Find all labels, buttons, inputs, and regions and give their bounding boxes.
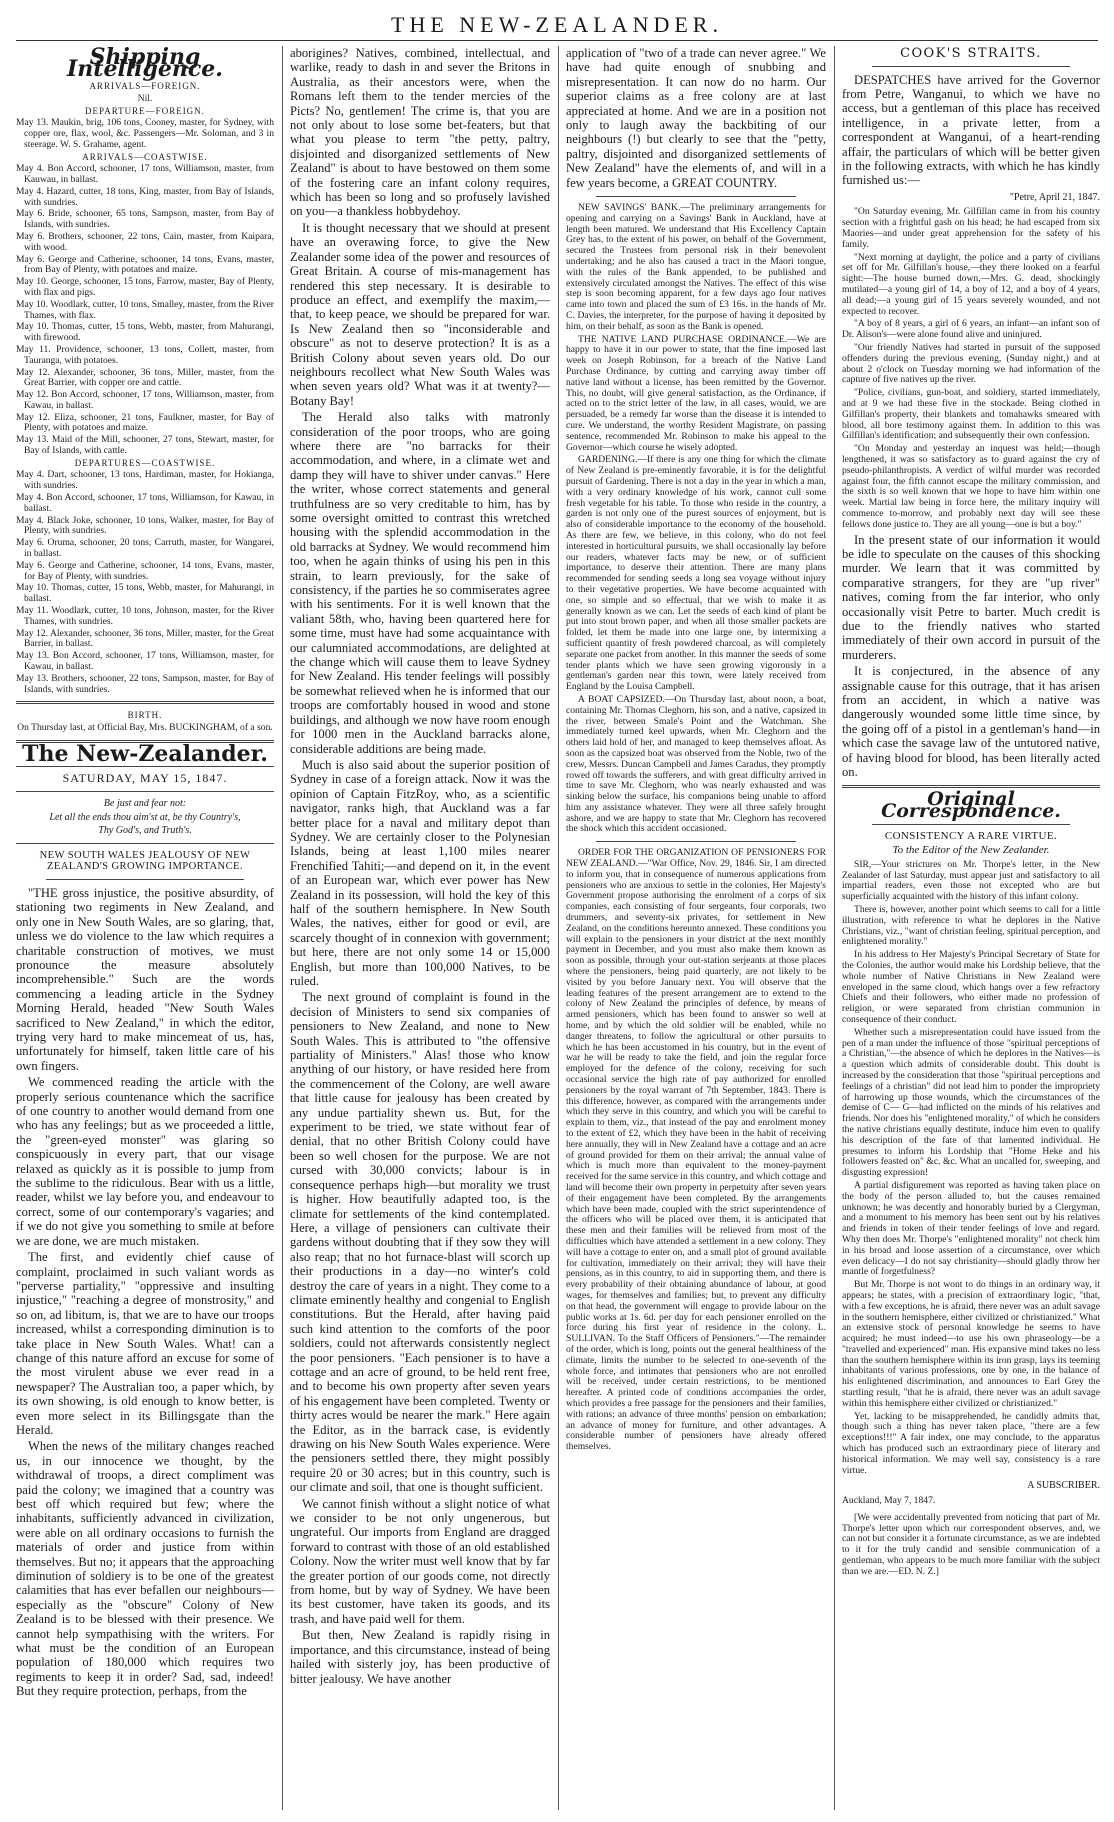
motto-line: Let all the ends thou aim'st at, be thy Country's, [49, 811, 241, 823]
shipping-intelligence-heading: Shipping Intelligence. [67, 46, 223, 82]
article-paragraph: When the news of the military changes reached us, in our innocence we thought, by the withdrawal of troops, a direct compliment was paid the colony; we imagined that a country was best off which required but few; where the inhabitants, sufficiently advanced in civilization, were able on all ordinary occasions to furnish the materials of order and justice from within themselves. But no; it appears that the approaching diminution of soldiery is to be one of the greatest calamities that has ever befallen our neighbours—especially as the "obscure" Colony of New Zealand is to be blessed with their presence. We cannot help sympathising with the writers. For what must be the condition of an European population of 180,000 which requires two regiments to keep it in order? Sad, sad, indeed! But they require protection, perhaps, from the [16, 1439, 274, 1699]
article-paragraph: The Herald also talks with matronly consideration of the poor troops, who are going where there are "no barracks for their accommodation, and where, in a climate wet and damp they will have to shiver under canvas." Here the writer, whose correct statements and general truthfulness are so very creditable to him, has by some oversight omitted to contrast this wretched housing with the splendid accommodation in the old barracks at Sydney. We would recommend him too, when he again thinks of using his pen in this strain, to learn previously, for the sake of consistency, if the parties he so commiserates agree with his sentiments. For it is well known that the valiant 58th, who, having been quartered here for some time, must have had some acquaintance with our calumniated accommodations, are delighted at the change which will cause them to leave Sydney for New Zealand. His tender feelings will possibly be somewhat relieved when he is informed that our troops are comfortably housed in wood and stone buildings, and although we now have room enough for 1000 men in the Auckland barracks alone, considerable additions are being made. [290, 410, 550, 756]
article-paragraph: Much is also said about the superior position of Sydney in case of a foreign attack. Now it was the opinion of Captain FitzRoy, who, as a scientific navigator, ranks high, that Auckland was a far better place for a naval and military depot than Sydney. We are certainly closer to the Polynesian Islands, being at least 1,100 miles nearer Frenchified Tahiti;—and depend on it, in the event of an European war, which ever power has New Zealand in its possession, will hold the key of this half of the southern hemisphere. In New South Wales, the natives, either for good or evil, are scarcely thought of in connexion with government; but here, there are not only some 14 or 15,000 English, but more than 100,000 Natives, to be ruled. [290, 757, 550, 988]
news-item-pensioners-order: ORDER FOR THE ORGANIZATION OF PENSIONERS FOR NEW ZEALAND.—"War Office, Nov. 29, 1846. Sir, I am directed to inform you, that in consequence of numerous applications from pensioners who are anxious to settle in the colonies, Her Majesty's Government propose authorising the enrolment of a corps of six companies, each consisting of four sergeants, four corporals, two drummers, and seventy-six privates, for settlement in New Zealand, on the conditions hereunto annexed. These conditions you will explain to the pensioners in your district at the next monthly payment in December, and you must also make them known as soon as possible, through your out-station serjeants at those places where the pensioners, being paid quarterly, are not likely to be visited by you before January next. You will observe that the leading features of the present arrangement are to extend to the colony of New Zealand the principles of defence, by means of armed pensioners, which has been found to answer so well at home, and by which the old soldier will be enabled, while no danger threatens, to follow the agricultural or other pursuits to which he has been accustomed in his country, but in the event of war he will be ready to take the field, and join the regular force employed for the defence of the colony, receiving for such occasional service the high rate of pay authorized for enrolled pensioners by the royal warrant of 7th September, 1843. There is this difference, however, as compared with the arrangements under which they serve in this country, and which you will be careful to explain to them, viz., that instead of the pay and enrolment money to the extent of £2, which they have been in the habit of receiving here annually, they will in New Zealand have a cottage and an acre of ground provided for them on their arrival; the annual value of which is much more than equivalent to the money-payment received for the same service in this country, and which cottage and land will become their own property in perpetuity after seven years of their engagement have been completed. By the arrangements which have been made, coupled with the strict superintendence of the officers who will be placed over them, it is anticipated that these men and their families will be relieved from most of the difficulties which have attended a settlement in a new colony. They will have a cottage to enter on, and a small plot of ground available for cultivation, immediately on their arrival; they will have their pensions, as in this country, to aid in supporting them, and there is every probability of their obtaining abundance of labour, at good wages, for themselves and families; but, to prevent any difficulty on that head, the government will engage to provide labour on the public works at 1s. 6d. per day for each pensioner enrolled on the force during his first year of residence in the colony. L. SULLIVAN. To the Staff Officers of Pensioners."—The remainder of the order, which is long, points out the general healthiness of the climate, limits the number to be selected to one-seventh of the whole force, and intimates that pensioners who are not enrolled will be received, under certain restrictions, to be mentioned hereafter. A printed code of conditions accompanies the order, which provides a free passage for the pensioners and their families, with rations; an advance of three months' pension on embarkation; an advance of money for furniture, and other advantages. A considerable number of pensioners have already offered themselves. [566, 847, 826, 1453]
departure-entry: May 6. George and Catherine, schooner, 14 tons, Evans, master, for Bay of Plenty, with sundries. [16, 559, 274, 582]
arrival-entry: May 10. Thomas, cutter, 15 tons, Webb, master, from Mahurangi, with firewood. [16, 321, 274, 344]
departure-entry: May 4. Bon Accord, schooner, 17 tons, Williamson, for Kawau, in ballast. [16, 492, 274, 514]
masthead [0, 0, 1114, 42]
article-paragraph: In the present state of our information it would be idle to speculate on the causes of this shocking murder. We learn that it was committed by comparative strangers, for they are "up river" natives, coming from the far interior, who only occasionally visit Petre to barter. Much credit is due to the friendly natives who started immediately of their own accord in pursuit of the murderers. [842, 532, 1100, 662]
column-1 [16, 46, 274, 1810]
departure-entry: May 13. Brothers, schooner, 22 tons, Sampson, master, for Bay of Islands, with sundries. [16, 672, 274, 695]
article-paragraph: We commenced reading the article with the properly serious countenance which the sacrifice of one country to another would demand from one who has any feelings; but as we proceeded a little, the "green-eyed monster" was glaring so conspicuously in every part, that our visage relaxed as quickly as it is possible to jump from the sublime to the ridiculous. Bear with us a little, reader, whilst we lay before you, and endeavour to correct, some of our contemporary's vagaries; and if we do not give you something to smile at before we are done, we are much mistaken. [16, 1075, 274, 1248]
date-rule [16, 791, 274, 792]
news-item-savings-bank: NEW SAVINGS' BANK.—The preliminary arrangements for opening and carrying on a Savings' Bank in Auckland, have at length been matured. We understand that His Excellency Captain Grey has, to the extent of his power, on behalf of the Government, secured the Trustees from personal risk in their benevolent undertaking; and he also has caused a tract in the Maori tongue, with the rules of the Bank appended, to be published and extensively circulated amongst the Natives. The effect of this wise step is soon becoming apparent, for a few days ago four natives came into town and placed the sum of £3 16s. in the hands of Mr. C. Davies, the interpreter, for the purpose of having it deposited by him, on their behalf, as soon as the Bank is opened. [566, 202, 826, 332]
motto-line: Thy God's, and Truth's. [98, 825, 192, 837]
departure-entry: May 6. Oruma, schooner, 20 tons, Carruth, master, for Wangarei, in ballast. [16, 537, 274, 560]
arrival-entry: May 12. Eliza, schooner, 21 tons, Faulkner, master, for Bay of Plenty, with potatoes and maize. [16, 411, 274, 434]
article-paragraph: It is conjectured, in the absence of any assignable cause for this outrage, that it has arisen from an accident, in which a native was dangerously wounded some little time since, by the going off of a pistol in a gentleman's hand—in which case the savage law of the untutored native, of having blood for blood, has been literally acted on. [842, 664, 1100, 780]
arrivals-foreign-heading: ARRIVALS—FOREIGN. [89, 81, 201, 92]
section-rule [16, 701, 274, 704]
departure-entry: May 12. Alexander, schooner, 36 tons, Miller, master, for the Great Barrier, in ballast. [16, 627, 274, 650]
article-paragraph: It is thought necessary that we should at present have an overawing force, to give the New Zealander some idea of the power and resources of Great Britain. A course of mis-management has rendered this step necessary. It is desirable to produce an effect, and exemplify the maxim,—that, to keep peace, we should be prepared for war. Is New Zealand then so "inconsiderable and obscure" as not to deserve protection? It is as a British Colony about seven years old. Do our neighbours recollect what New South Wales was when seven years old? What was it at twenty?—Botany Bay! [290, 220, 550, 408]
departure-foreign-entry: May 13. Maukin, brig, 106 tons, Cooney, master, for Sydney, with copper ore, flax, wool, &c. Passengers—Mr. Soloman, and 3 in steerage. W. S. Grahame, agent. [16, 117, 274, 150]
letter-extract: "A boy of 8 years, a girl of 6 years, an infant—an infant son of Dr. Alison's—were alone found alive and uninjured. [842, 318, 1100, 341]
column-divider [834, 46, 835, 1810]
masthead-rule [16, 40, 1098, 41]
news-item-gardening: GARDENING.—If there is any one thing for which the climate of New Zealand is pre-eminently favorable, it is for the delightful pursuit of Gardening. There is not a day in the year in which a man, with a very ordinary knowledge of his work, cannot cull some fresh vegetable for his table. To those who reside in the country, a garden is not only one of the purest sources of enjoyment, but is also of considerable importance to the economy of the household. As there are few, we believe, in this colony, who do not feel interested in horticultural pursuits, we shall occasionally lay before our readers, whatever facts may be new, or of sufficient importance, to deserve their attention. There are many plans recommended for sending seeds a long sea voyage without injury to their vegetative properties. We have become acquainted with one, so simple and so effectual, that we wish to make it as generally known as we can. Let the seeds of each kind of plant be put into stout brown paper, and when all those smaller packets are folded, let them be made into one large one, by intermixing a sufficient quantity of fresh powdered charcoal, as will completely separate one packet from another. In this manner the seeds of some tender plants which we have seen growing vigorously in a gentleman's garden near this town, were lately received from England by the Louisa Campbell. [566, 454, 826, 693]
departure-entry: May 13. Bon Accord, schooner, 17 tons, Williamson, master, for Kawau, in ballast. [16, 650, 274, 673]
heading-rule [872, 66, 1070, 67]
letter-extract: "On Monday and yesterday an inquest was held;—though lengthened, it was so satisfactory as to guard against the cry of pseudo-philanthropists. A verdict of wilful murder was recorded against four, the fifth cannot escape the military commission, and the sixth is so well known that we hope to have him within one week. Martial law being in force here, the military inquiry will commence to-morrow, and probably next day will see these fellows done justice to. They are all young—one is but a boy." [842, 443, 1100, 530]
article-paragraph: The next ground of complaint is found in the decision of Ministers to send six companies of pensioners to New Zealand, and none to New South Wales. This is attributed to "the offensive partiality of Ministers." Alas! those who know anything of our history, or have resided here from the commencement of the Colony, are well aware that little cause for jealousy has been created by any undue partiality shewn us. But, for the experiment to be tried, we state without fear of denial, that no other British Colony could have been so well chosen for the purpose. We are not cursed with 30,000 convicts; labour is in consequence perhaps high—but morality we trust is higher. How beautifully adapted too, is the climate for settlements of the kind contemplated. Here, a village of pensioners can cultivate their gardens without doubting that if they sow they will also reap; that no hot furnace-blast will scorch up their productions in a day—no winter's cold destroy the care of years in a night. They come to a climate eminently healthy and congenial to English constitutions. But the Herald, after having paid such kind attention to the comforts of the poor soldiers, could not afterwards consistently neglect the poor pensioners. "Each pensioner is to have a cottage and an acre of ground, to be held rent free, and to become his own property after seven years of his engagement have been completed. Twenty or thirty acres would be nearer the mark." Here again the Editor, as in the barrack case, is evidently drawing on his New South Wales experience. Were the pensioners settled there, they might possibly require 20 or 30 acres; but in this country, such is our climate and soil, that one is thought sufficient. [290, 990, 550, 1495]
headline-rule [46, 879, 244, 880]
column-4 [842, 46, 1100, 1810]
arrivals-foreign-nil: Nil. [137, 92, 153, 104]
column-2 [290, 46, 550, 1810]
arrival-entry: May 10. George, schooner, 15 tons, Farrow, master, Bay of Plenty, with flax and pigs. [16, 276, 274, 298]
arrival-entry: May 6. Bride, schooner, 65 tons, Sampson, master, from Bay of Islands, with sundries. [16, 208, 274, 231]
arrival-entry: May 4. Bon Accord, schooner, 17 tons, Williamson, master, from Kauwau, in ballast. [16, 163, 274, 185]
letter-extract: "Police, civilians, gun-boat, and soldiery, started immediately, and at 9 we had these five in the stockade. Being clothed in Gilfillan's property, their blankets and tomahawks smeared with blood, all bore testimony against them. In addition to this was Gilfillan's identification; and subsequently their own confession. [842, 387, 1100, 442]
section-rule [596, 196, 796, 197]
letter-extract: "Next morning at daylight, the police and a party of civilians set off for Mr. Gilfillan's house,—they there looked on a fearful sight:—The house burned down,—Mrs. G. dead, shockingly mutilated—a young girl of 14, a boy of 12, and a boy of 4 years, all dead;—a young girl of 15 years severely wounded, and not expected to recover. [842, 251, 1100, 317]
letter-paragraph: Whether such a misrepresentation could have issued from the pen of a man under the influence of those "spiritual perceptions of a Christian,"—the absence of which he deplores in the Natives—is a question which admits of considerable doubt. This doubt is increased by the consideration that those "spiritual perceptions and feelings of a christian" did not lead him to ponder the impropriety of harrowing up those wounds, which the circumstances of the demise of C— G—had inflicted on the minds of his relatives and friends. Nor does his "enlightened morality," of which he considers the native christians equally destitute, induce him even to qualify his description of the fate of that lamented individual. He presumes to inform his Lordship that "Home Heke and his followers feasted on" &c. &c. What an uncalled for, sweeping, and disgusting expression! [842, 1026, 1100, 1179]
birth-notice: On Thursday last, at Official Bay, Mrs. BUCKINGHAM, of a son. [17, 722, 273, 733]
newspaper-title: The New-Zealander. [22, 740, 268, 767]
arrival-entry: May 6. George and Catherine, schooner, 14 tons, Evans, master, from Bay of Plenty, with potatoes and maize. [16, 253, 274, 276]
letter-paragraph: But Mr. Thorpe is not wont to do things in an ordinary way, it appears; he states, with a precision of extraordinary logic, "that, with a few exceptions, he is afraid, there never was an adult savage in the southern hemisphere, either civilized or christianized." What an extensive stock of personal knowledge he seems to have acquired; he must indeed—to use his own phraseology—be a "travelled and experienced" man. His expansive mind takes no less than the southern hemisphere within its iron grasp, lays its teeming inhabitants of various professions, one by one, in the balance of his enlightened discrimination, and announces to Earl Grey the startling result, "that he is afraid, there never was an adult savage within this hemisphere either civilized or christianized." [842, 1279, 1100, 1409]
arrival-entry: May 4. Hazard, cutter, 18 tons, King, master, from Bay of Islands, with sundries. [16, 185, 274, 208]
arrivals-coastwise-heading: ARRIVALS—COASTWISE. [82, 151, 208, 162]
issue-date: SATURDAY, MAY 15, 1847. [62, 771, 228, 786]
departure-entry: May 11. Woodlark, cutter, 10 tons, Johnson, master, for the River Thames, with sundries. [16, 605, 274, 627]
letter-extract: "On Saturday evening, Mr. Gilfillan came in from his country section with a frightful gash on his head; he had escaped from six Maories—and under great apprehension for the safety of his family. [842, 206, 1100, 250]
article-headline: NEW SOUTH WALES JEALOUSY OF NEW ZEALAND'S GROWING IMPORTANCE. [39, 849, 251, 873]
column-divider [282, 46, 283, 1810]
article-paragraph: "THE gross injustice, the positive absurdity, of stationing two regiments in New Zealand, and only one in New South Wales, are so glaring, that, unless we do violence to the law which requires a charitable construction of motives, we must pronounce the measure absolutely incomprehensible." Such are the words commencing a leading article in the Sydney Morning Herald, headed "New South Wales sacrificed to New Zealand," in which the editor, trying very hard to make mincemeat of us, has, unfortunately for himself, taken little care of his own fingers. [16, 885, 274, 1073]
letter-paragraph: There is, however, another point which seems to call for a little illustration, with reference to what he deplores in the Native Christians, viz., "want of christian feeling, spiritual perception, and enlightened morality." [842, 904, 1100, 948]
news-item-boat-capsized: A BOAT CAPSIZED.—On Thursday last, about noon, a boat, containing Mr. Thomas Cleghorn, his son, and a native, capsized in the river, between Smale's Point and the Watchman. She immediately turned keel upwards, when Mr. Cleghorn and the others laid hold of her, and managed to keep themselves afloat. As soon as the capsized boat was observed from the Noble, two of the crew, Messrs. Duncan Campbell and James Caradus, they promptly rowed off towards the sufferers, and with great difficulty arrived in time to save Mr. Cleghorn, who was nearly exhausted and was sinking below the surface, his companions being unable to afford him any assistance whatever. They were all three safely brought ashore, and we are happy to state that Mr. Cleghorn has recovered the shock which this accident occasioned. [566, 693, 826, 835]
letter-dateline: "Petre, April 21, 1847. [1009, 191, 1100, 203]
birth-heading: BIRTH. [127, 710, 163, 721]
article-paragraph: We cannot finish without a slight notice of what we consider to be not only ungenerous, but ungrateful. Our imports from England are dragged forward to contrast with those of an old established Colony. Now the writer must well know that by far the greater portion of our goods come, not directly from home, but by way of Sydney. We have been its best customer, have taken its goods, and its trash, and have paid well for them. [290, 1496, 550, 1626]
departure-entry: May 4. Dart, schooner, 13 tons, Hardiman, master, for Hokianga, with sundries. [16, 469, 274, 492]
arrival-entry: May 12. Bon Accord, schooner, 17 tons, Williamson, master, from Kawau, in ballast. [16, 389, 274, 411]
letter-paragraph: SIR,—Your strictures on Mr. Thorpe's letter, in the New Zealander of last Saturday, must appear just and satisfactory to all impartial readers, even those not excepted who are but superficially acquainted with the history of this infant colony. [842, 858, 1100, 903]
departure-entry: May 10. Thomas, cutter, 15 tons, Webb, master, for Mahurangi, in ballast. [16, 582, 274, 605]
departure-foreign-heading: DEPARTURE—FOREIGN. [85, 105, 205, 116]
original-correspondence-heading: Original Correspondence. [881, 788, 1061, 823]
arrival-entry: May 12. Alexander, schooner, 36 tons, Miller, master, from the Great Barrier, with copper ore and cattle. [16, 366, 274, 389]
letter-paragraph: In his address to Her Majesty's Principal Secretary of State for the Colonies, the author would make his Lordship believe, that the whole number of Native Christians in New Zealand were enveloped in the same cloud, which hangs over a few refractory Chiefs and their followers, who either made no profession of religion, or were separated from christian communion in consequence of their conduct. [842, 949, 1100, 1025]
article-paragraph: application of "two of a trade can never agree." We have had quite enough of snubbing and misrepresentation. It can now do no harm. Our superior claims as a free colony are at last appreciated at home. And we are in a position not only to laugh away the backbiting of our neighbours (!) but clearly to see that the "petty, paltry, disjointed and disorganized settlements of New Zealand" have the elements of, and will in a few years become, a GREAT COUNTRY. [566, 46, 826, 190]
arrival-entry: May 10. Woodlark, cutter, 10 tons, Smalley, master, from the River Thames, with flax. [16, 298, 274, 321]
arrival-entry: May 13. Maid of the Mill, schooner, 27 tons, Stewart, master, for Bay of Islands, with cattle. [16, 434, 274, 457]
letter-salutation: To the Editor of the New Zealander. [892, 844, 1050, 857]
departures-coastwise-heading: DEPARTURES—COASTWISE. [74, 457, 216, 468]
arrival-entry: May 11. Providence, schooner, 13 tons, Collett, master, from Tauranga, with potatoes. [16, 343, 274, 366]
letter-title: CONSISTENCY A RARE VIRTUE. [884, 829, 1058, 842]
article-paragraph: aborigines? Natives, combined, intellectual, and warlike, ready to dash in and sever the Britons in Australia, as their ancestors were, when the Romans left them to the tender mercies of the Picts? No, gentlemen! The crime is, that you are not only about to lose some bet-featers, but that what you please to term "the petty, paltry, disjointed and disorganized settlements of New Zealand" is about to have bestowed on them some of the fostering care an infant colony requires, which has been so long and so profusely lavished on you—a thankless hobbydehoy. [290, 46, 550, 219]
letter-extract: "Our friendly Natives had started in pursuit of the supposed offenders during the previous evening, (Sunday night,) and at about 2 o'clock on Tuesday morning we had information of the capture of five natives up the river. [842, 342, 1100, 386]
departure-entry: May 4. Black Joke, schooner, 10 tons, Walker, master, for Bay of Plenty, with sundries. [16, 514, 274, 537]
column-3 [566, 46, 826, 1810]
motto-rule [16, 843, 274, 844]
article-paragraph: DESPATCHES have arrived for the Governor from Petre, Wanganui, to which we have no access, but a gentleman of this place has received intelligence, in a private letter, from a correspondent at Wanganui, of a heart-rending affair, the particulars of which will be better given in the following extracts, with which he has kindly furnished us:— [842, 72, 1100, 188]
newspaper-masthead-title: THE NEW-ZEALANDER. [391, 12, 723, 37]
motto-line: Be just and fear not: [103, 797, 187, 809]
news-item-land-ordinance: THE NATIVE LAND PURCHASE ORDINANCE.—We are happy to have it in our power to state, that the fine imposed last week on Joseph Robinson, for a breach of the Native Land Purchase Ordinance, by cutting and carrying away timber off native land without a license, has been remitted by the Governor. This, no doubt, will give general satisfaction, as the Ordinance, if acted on to the strict letter of the law, in all cases, would, we are persuaded, be a remedy far worse than the disease it is intended to cure. We understand, the worthy Resident Magistrate, on passing sentence, recommended Mr. Robinson to make his appeal to the Governor—which course he wisely adopted. [566, 333, 826, 453]
letter-place-date: Auckland, May 7, 1847. [842, 1495, 936, 1507]
arrival-entry: May 6. Brothers, schooner, 22 tons, Cain, master, from Kaipara, with wood. [16, 230, 274, 253]
editor-note: [We were accidentally prevented from noticing that part of Mr. Thorpe's letter upon which our correspondent observes, and, we can not but consider it a fortunate circumstance, as we are indebted to it for the truly candid and sensible communication of a gentleman, who appears to be much more familiar with the subject than we are.—ED. N. Z.] [842, 1511, 1100, 1577]
column-divider [558, 46, 559, 1810]
letter-paragraph: A partial disfigurement was reported as having taken place on the body of the person alluded to, but the causes remained unknown; he was decently and honorably buried by a Clergyman, and a monument to his memory has been sent out by his relatives and friends in token of their tender feelings of love and regard. Why then does Mr. Thorpe's "enlightened morality" not check him in his broad and loose assertion of a circumstance, over which even delicacy—I do not say christianity—should gladly throw her mantle of forgetfulness? [842, 1179, 1100, 1278]
section-rule [596, 841, 796, 842]
letter-paragraph: Yet, lacking to be misapprehended, he candidly admits that, though such a thing has never taken place, "there are a few exceptions!!!" A fair index, one may conclude, to the apparatus which has produced such an extraordinary piece of literary and historical information. We may well say, consistency is a rare virtue. [842, 1410, 1100, 1476]
heading-rule [872, 824, 1070, 825]
cooks-straits-heading: COOK'S STRAITS. [900, 46, 1042, 61]
article-paragraph: The first, and evidently chief cause of complaint, proclaimed in such valiant words as "perverse partiality," "oppressive and insulting injustice," "reaching a degree of monstrosity," and so on, ad libitum, is, that we are to have our troops increased, whilst a corresponding diminution is to take place in New South Wales. What! can a change of this nature afford an excuse for some of the most virulent abuse we ever read in a newspaper? The Australian too, a paper which, by its own showing, is old enough to know better, is even more select in its Billingsgate than the Herald. [16, 1250, 274, 1437]
article-paragraph: But then, New Zealand is rapidly rising in importance, and this circumstance, instead of being hailed with sisterly joy, has been productive of bitter jealousy. We have another [290, 1628, 550, 1686]
letter-signature: A SUBSCRIBER. [1027, 1480, 1100, 1492]
